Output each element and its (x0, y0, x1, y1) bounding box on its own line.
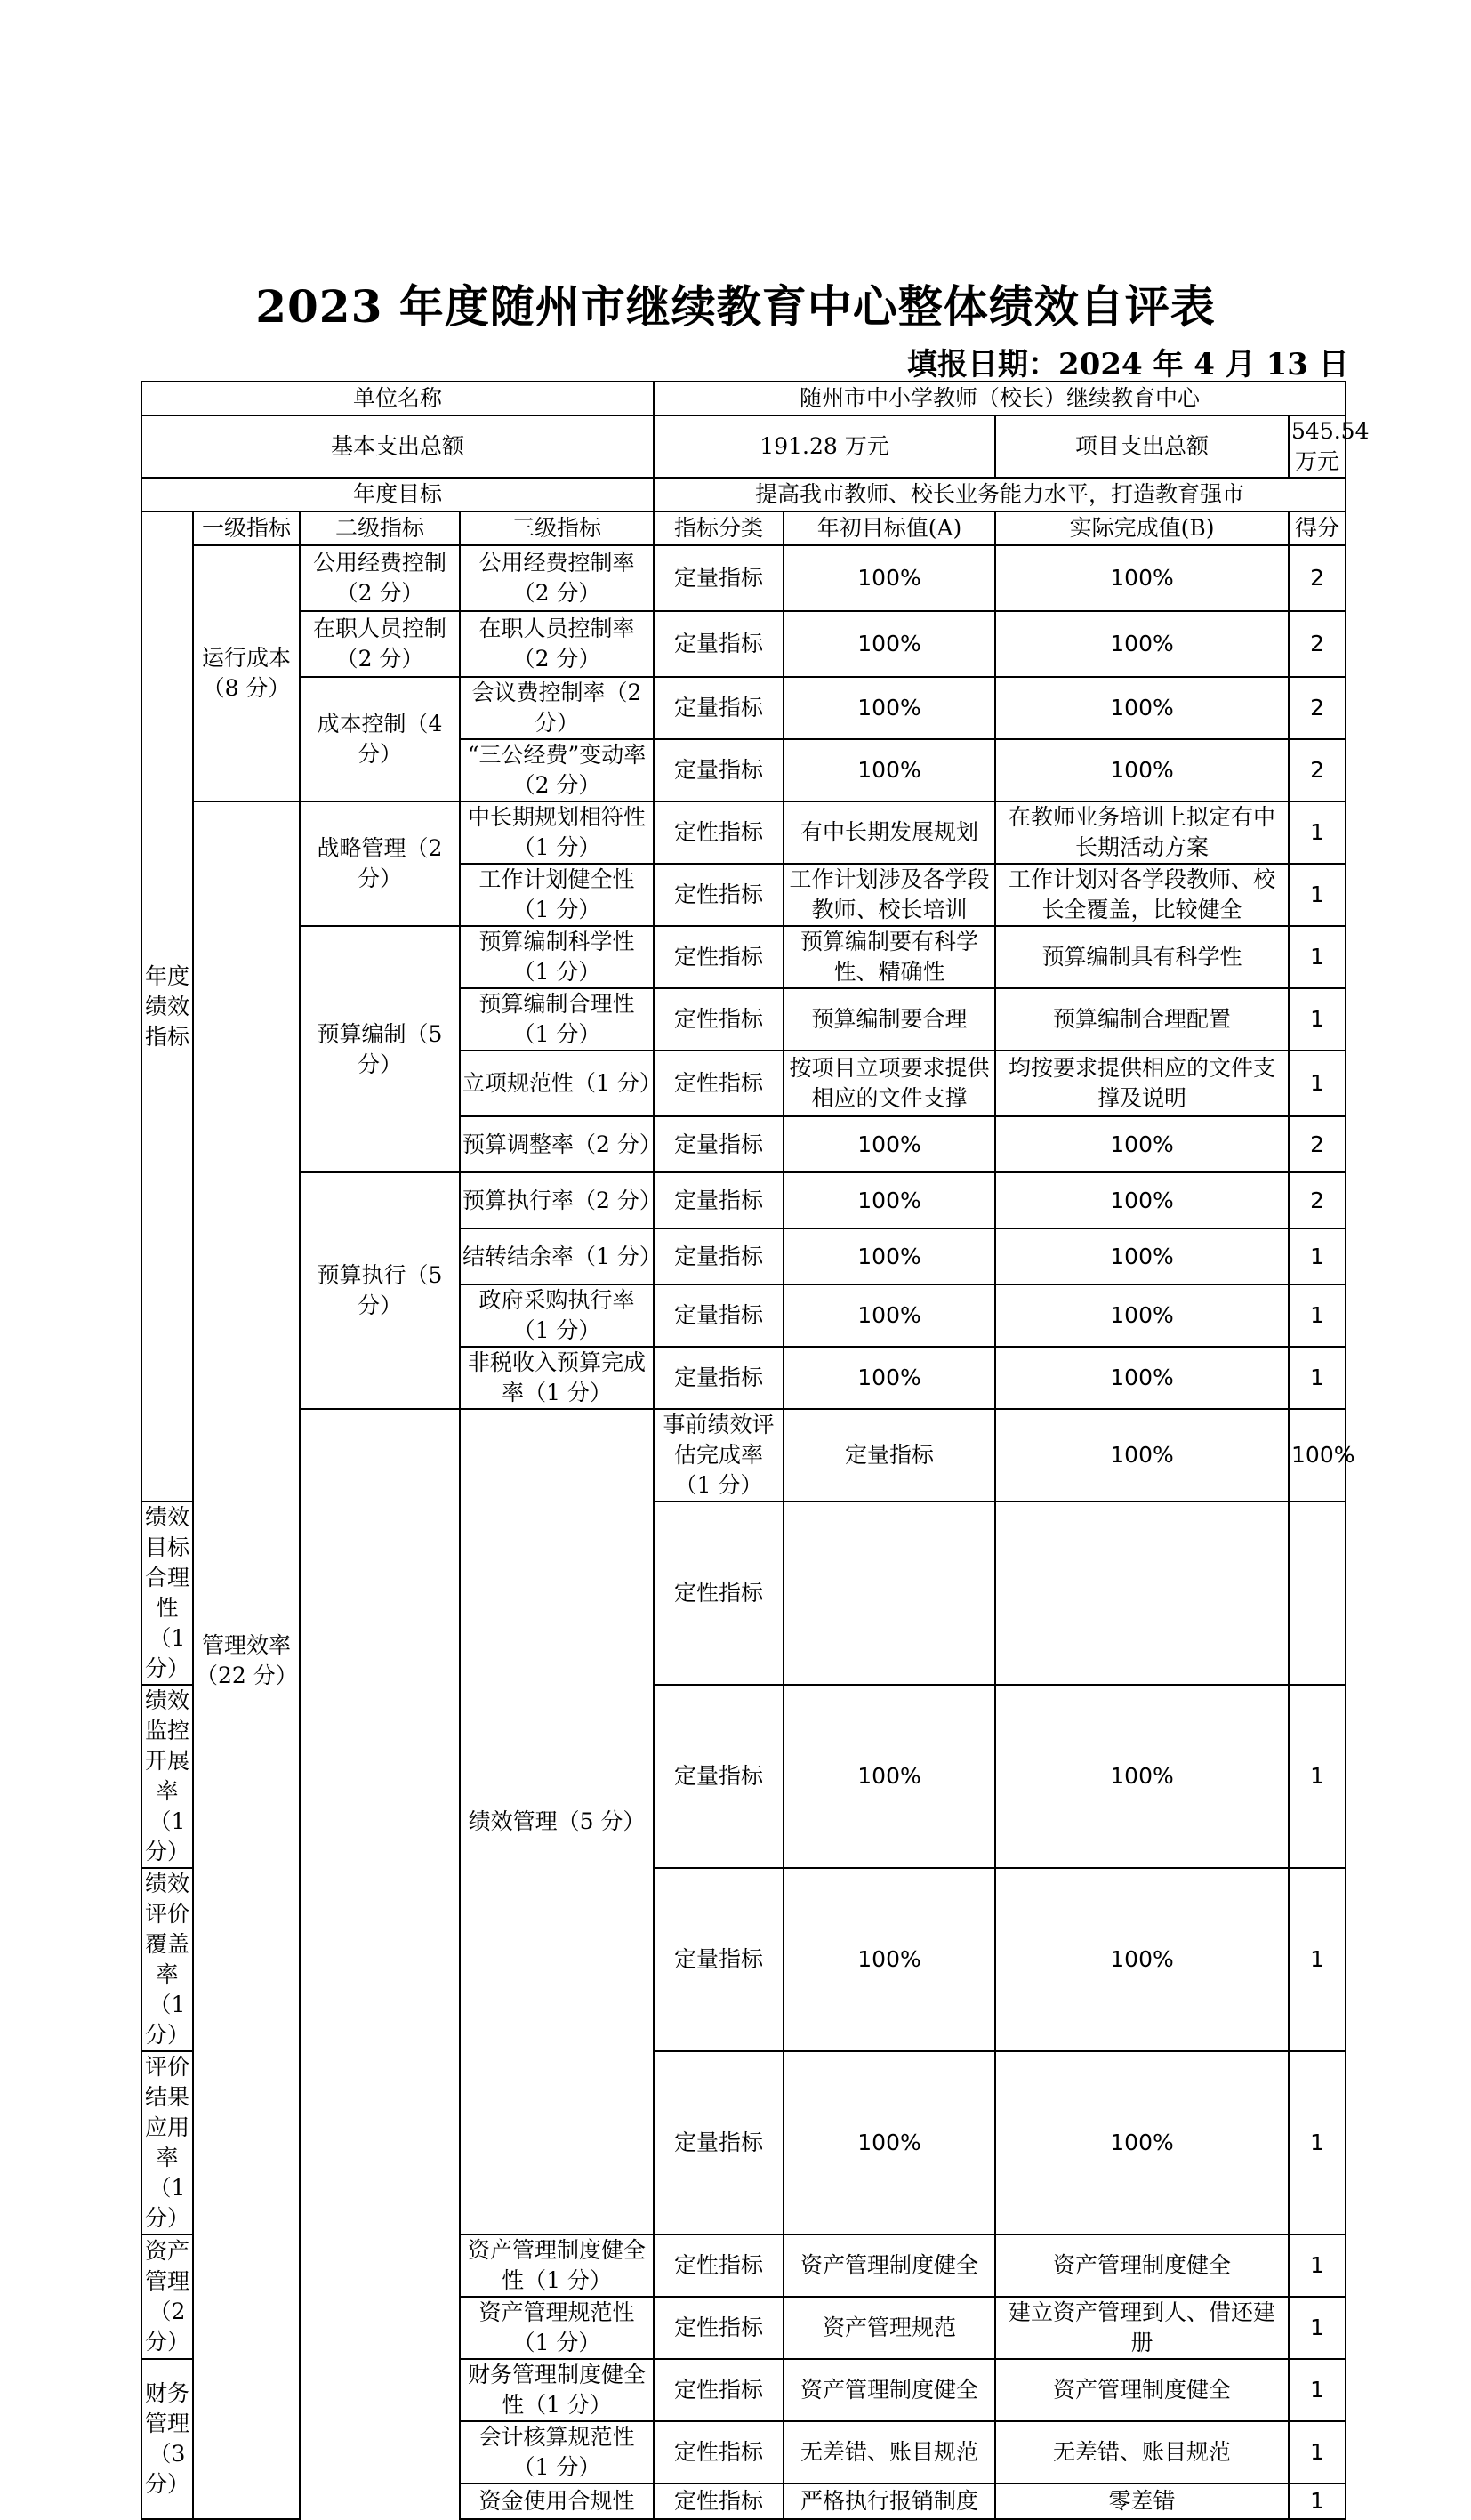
info-row-goal (141, 478, 1346, 511)
category-cell: 定量指标 (654, 1172, 784, 1228)
page-title: 2023 年度随州市继续教育中心整体绩效自评表 (255, 280, 1216, 333)
actual-cell: 工作计划对各学段教师、校长全覆盖，比较健全 (995, 864, 1289, 926)
category-cell: 定量指标 (654, 1228, 784, 1284)
level3-cell: 公用经费控制率（2 分） (460, 545, 654, 611)
actual-cell: 100% (995, 1228, 1289, 1284)
category-cell: 定性指标 (654, 2484, 784, 2519)
score-cell: 1 (1289, 1051, 1346, 1116)
category-cell: 定量指标 (654, 1685, 784, 1868)
level2-cell: 预算执行（5 分） (300, 1172, 460, 1409)
actual-cell: 预算编制具有科学性 (995, 926, 1289, 988)
score-cell: 2 (1289, 677, 1346, 739)
target-cell: 严格执行报销制度 (784, 2484, 995, 2519)
level2-cell: 公用经费控制（2 分） (300, 545, 460, 611)
category-cell: 定量指标 (654, 545, 784, 611)
target-cell: 资产管理制度健全 (784, 2234, 995, 2297)
level3-cell: 绩效目标合理性（1 分） (141, 1502, 193, 1685)
level3-cell: “三公经费”变动率（2 分） (460, 739, 654, 801)
score-cell: 1 (1289, 2234, 1346, 2297)
actual-cell: 100% (1289, 1409, 1346, 1502)
target-cell: 100% (784, 1685, 995, 1868)
target-cell: 100% (784, 1347, 995, 1409)
actual-cell: 100% (995, 1116, 1289, 1172)
header-score: 得分 (1289, 511, 1346, 545)
actual-cell: 100% (995, 1172, 1289, 1228)
unit-label: 单位名称 (141, 382, 654, 415)
table-row (141, 801, 1346, 864)
score-cell: 1 (1289, 2421, 1346, 2484)
target-cell: 100% (784, 1868, 995, 2051)
goal-value: 提高我市教师、校长业务能力水平，打造教育强市 (654, 478, 1346, 511)
side-label-blank (300, 1409, 460, 2519)
category-cell: 定量指标 (654, 1347, 784, 1409)
category-cell: 定量指标 (654, 1116, 784, 1172)
side-label-annual-indicators: 年度绩效指标 (141, 511, 193, 1502)
level3-cell: 会计核算规范性（1 分） (460, 2421, 654, 2484)
category-cell: 定量指标 (654, 1284, 784, 1347)
header-actual: 实际完成值(B) (995, 511, 1289, 545)
target-cell: 100% (784, 611, 995, 677)
column-header-row (141, 511, 1346, 545)
target-cell: 100% (784, 1116, 995, 1172)
header-category: 指标分类 (654, 511, 784, 545)
level3-cell: 预算编制合理性（1 分） (460, 988, 654, 1051)
project-expense-label: 项目支出总额 (995, 415, 1289, 478)
actual-cell (995, 1502, 1289, 1685)
score-cell: 2 (1289, 739, 1346, 801)
target-cell: 有中长期发展规划 (784, 801, 995, 864)
level3-cell: 绩效监控开展率（1 分） (141, 1685, 193, 1868)
category-cell: 定性指标 (654, 1502, 784, 1685)
level3-cell: 政府采购执行率（1 分） (460, 1284, 654, 1347)
score-cell: 1 (1289, 926, 1346, 988)
category-cell: 定性指标 (654, 801, 784, 864)
level2-cell: 在职人员控制（2 分） (300, 611, 460, 677)
header-target: 年初目标值(A) (784, 511, 995, 545)
score-cell: 1 (1289, 988, 1346, 1051)
table-row (141, 1409, 1346, 1502)
actual-cell: 100% (995, 1284, 1289, 1347)
category-cell: 定性指标 (654, 864, 784, 926)
category-cell: 定量指标 (654, 1868, 784, 2051)
score-cell: 1 (1289, 801, 1346, 864)
actual-cell: 100% (995, 1685, 1289, 1868)
actual-cell: 预算编制合理配置 (995, 988, 1289, 1051)
actual-cell: 均按要求提供相应的文件支撑及说明 (995, 1051, 1289, 1116)
level3-cell: 预算编制科学性（1 分） (460, 926, 654, 988)
level3-cell: 立项规范性（1 分） (460, 1051, 654, 1116)
score-cell (1289, 1502, 1346, 1685)
level3-cell: 预算调整率（2 分） (460, 1116, 654, 1172)
level3-cell: 非税收入预算完成率（1 分） (460, 1347, 654, 1409)
table-row (141, 1172, 1346, 1228)
category-cell: 定量指标 (654, 611, 784, 677)
category-cell: 定性指标 (654, 988, 784, 1051)
level3-cell: 会议费控制率（2 分） (460, 677, 654, 739)
score-cell: 1 (1289, 1228, 1346, 1284)
score-cell: 2 (1289, 1172, 1346, 1228)
level3-cell: 中长期规划相符性（1 分） (460, 801, 654, 864)
score-cell: 1 (1289, 2484, 1346, 2519)
level1-management-efficiency: 管理效率（22 分） (193, 801, 300, 2519)
level3-cell: 事前绩效评估完成率（1 分） (654, 1409, 784, 1502)
level2-cell: 预算编制（5 分） (300, 926, 460, 1172)
score-cell: 2 (1289, 1116, 1346, 1172)
score-cell: 1 (1289, 2359, 1346, 2421)
level2-cell: 成本控制（4 分） (300, 677, 460, 801)
target-cell: 资产管理规范 (784, 2297, 995, 2359)
actual-cell: 资产管理制度健全 (995, 2359, 1289, 2421)
header-level2: 二级指标 (300, 511, 460, 545)
target-cell: 100% (784, 677, 995, 739)
score-cell: 2 (1289, 611, 1346, 677)
target-cell: 100% (995, 1409, 1289, 1502)
level3-cell: 绩效评价覆盖率（1 分） (141, 1868, 193, 2051)
project-expense-value: 545.54 万元 (1289, 415, 1346, 478)
actual-cell: 零差错 (995, 2484, 1289, 2519)
target-cell: 无差错、账目规范 (784, 2421, 995, 2484)
actual-cell: 资产管理制度健全 (995, 2234, 1289, 2297)
score-cell: 2 (1289, 545, 1346, 611)
actual-cell: 在教师业务培训上拟定有中长期活动方案 (995, 801, 1289, 864)
target-cell: 工作计划涉及各学段教师、校长培训 (784, 864, 995, 926)
basic-expense-value: 191.28 万元 (654, 415, 995, 478)
score-cell: 1 (1289, 1284, 1346, 1347)
actual-cell: 100% (995, 739, 1289, 801)
category-cell: 定量指标 (654, 739, 784, 801)
category-cell: 定量指标 (654, 2051, 784, 2234)
basic-expense-label: 基本支出总额 (141, 415, 654, 478)
target-cell: 按项目立项要求提供相应的文件支撑 (784, 1051, 995, 1116)
level2-cell: 资产管理（2 分） (141, 2234, 193, 2359)
level2-cell: 财务管理（3 分） (141, 2359, 193, 2519)
score-cell: 1 (1289, 1868, 1346, 2051)
score-cell: 1 (1289, 1347, 1346, 1409)
category-cell: 定性指标 (654, 2297, 784, 2359)
info-row-unit (141, 382, 1346, 415)
level3-cell: 预算执行率（2 分） (460, 1172, 654, 1228)
evaluation-table (141, 381, 1370, 2520)
actual-cell: 100% (995, 1347, 1289, 1409)
actual-cell: 100% (995, 1868, 1289, 2051)
category-cell: 定量指标 (654, 677, 784, 739)
target-cell: 100% (784, 739, 995, 801)
header-level3: 三级指标 (460, 511, 654, 545)
table-row (141, 677, 1346, 739)
level3-cell: 财务管理制度健全性（1 分） (460, 2359, 654, 2421)
category-cell: 定性指标 (654, 2421, 784, 2484)
target-cell: 100% (784, 1172, 995, 1228)
info-row-expense (141, 415, 1346, 478)
level3-cell: 资产管理规范性（1 分） (460, 2297, 654, 2359)
target-cell: 预算编制要合理 (784, 988, 995, 1051)
category-cell: 定性指标 (654, 1051, 784, 1116)
category-cell: 定性指标 (654, 2359, 784, 2421)
table-row (141, 545, 1346, 611)
target-cell: 预算编制要有科学性、精确性 (784, 926, 995, 988)
score-cell: 1 (1289, 2297, 1346, 2359)
level3-cell: 结转结余率（1 分） (460, 1228, 654, 1284)
table-row (141, 926, 1346, 988)
score-cell: 1 (1289, 2051, 1346, 2234)
level1-operating-cost: 运行成本（8 分） (193, 545, 300, 801)
target-cell: 100% (784, 545, 995, 611)
actual-cell: 无差错、账目规范 (995, 2421, 1289, 2484)
category-cell: 定性指标 (654, 926, 784, 988)
level2-cell: 绩效管理（5 分） (460, 1409, 654, 2234)
category-cell: 定量指标 (784, 1409, 995, 1502)
category-cell: 定性指标 (654, 2234, 784, 2297)
score-cell: 1 (1289, 1685, 1346, 1868)
actual-cell: 100% (995, 611, 1289, 677)
target-cell: 100% (784, 1228, 995, 1284)
fill-date: 填报日期：2024 年 4 月 13 日 (907, 347, 1349, 382)
target-cell: 资产管理制度健全 (784, 2359, 995, 2421)
actual-cell: 100% (995, 2051, 1289, 2234)
target-cell: 100% (784, 2051, 995, 2234)
level3-cell: 在职人员控制率（2 分） (460, 611, 654, 677)
score-cell: 1 (1289, 864, 1346, 926)
target-cell: 100% (784, 1284, 995, 1347)
level3-cell: 资金使用合规性 (460, 2484, 654, 2519)
target-cell (784, 1502, 995, 1685)
unit-value: 随州市中小学教师（校长）继续教育中心 (654, 382, 1346, 415)
level3-cell: 资产管理制度健全性（1 分） (460, 2234, 654, 2297)
level2-cell: 战略管理（2 分） (300, 801, 460, 926)
actual-cell: 100% (995, 677, 1289, 739)
level3-cell: 评价结果应用率（1 分） (141, 2051, 193, 2234)
actual-cell: 100% (995, 545, 1289, 611)
actual-cell: 建立资产管理到人、借还建册 (995, 2297, 1289, 2359)
table-row (141, 611, 1346, 677)
header-level1: 一级指标 (193, 511, 300, 545)
level3-cell: 工作计划健全性（1 分） (460, 864, 654, 926)
goal-label: 年度目标 (141, 478, 654, 511)
